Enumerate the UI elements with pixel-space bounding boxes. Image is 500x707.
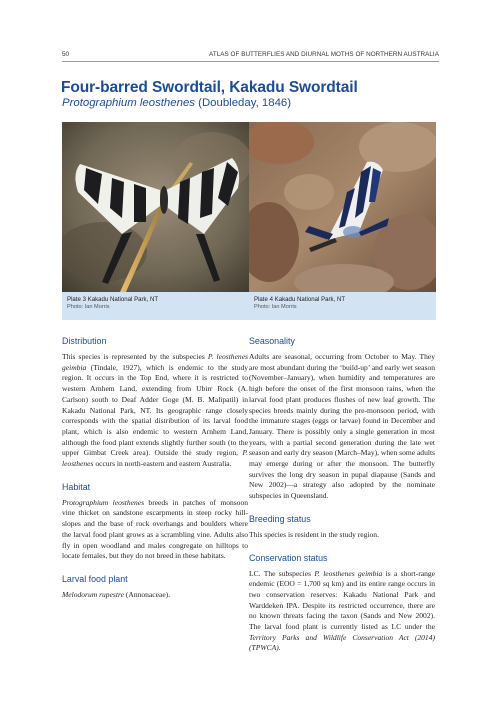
running-title: ATLAS OF BUTTERFLIES AND DIURNAL MOTHS OF NORTHERN AUSTRALIA — [209, 51, 439, 58]
right-column — [249, 336, 435, 654]
conservation-text-3: . — [278, 643, 281, 653]
plate-4-photo — [249, 122, 436, 292]
plate-3-title: Plate 3 Kakadu National Park, NT — [67, 296, 159, 303]
habitat-text — [62, 498, 248, 562]
habitat-taxon: Protographium leosthenes — [62, 497, 145, 507]
seasonality-heading: Seasonality — [249, 336, 295, 346]
scientific-name: Protographium leosthenes — [62, 97, 195, 109]
conservation-taxon: P. leosthenes geimbia — [314, 568, 383, 578]
plate-4-credit: Photo: Ian Morris — [254, 304, 297, 310]
plate-3-photo — [62, 122, 249, 292]
larval-food-plant-heading: Larval food plant — [62, 573, 128, 584]
larval-food-plant-taxon: Melodorum rupestre — [62, 589, 124, 599]
distribution-heading: Distribution — [62, 336, 107, 346]
distribution-text-1: This species is represented by the subspecies — [62, 352, 208, 361]
page-number: 50 — [62, 51, 70, 58]
habitat-text-1: breeds in patches of monsoon vine thicket on sandstone escarpments in steep rocky hill-slopes and the base of rock overhangs and boulders where the larval food plant grows as a scrambling vine. Adults also fly in open woodland and males congregate on hilltops to locate females, but they do not breed in these habitats. — [62, 497, 248, 561]
plate-3-caption — [62, 292, 249, 320]
species-scientific-line — [62, 97, 291, 109]
seasonality-text: Adults are seasonal, occurring from October to May. They are most abundant during the ‘build-up’ and early wet season (November–January), when humidity and temperatures are high before the onset of the first monsoon rains, when the larval food plant produces flushes of new leaf growth. The species breeds mainly during the pre-monsoon period, with the immature stages (eggs or larvae) found in December and January. There is possibly only a single generation in most years, with a partial second generation during the late wet season and early dry season (March–May), when some adults may emerge during or after the monsoon. The butterfly survives the long dry season in pupal diapause (Sands and New 2002)—a strategy also adopted by the nominate subspecies in Queensland. — [249, 352, 435, 501]
distribution-text-3: occurs in north-eastern and eastern Australia. — [93, 459, 232, 469]
larval-food-plant-family: (Annonaceae). — [123, 589, 171, 599]
distribution-text-2: (Tindale, 1927), which is endemic to the study region. It occurs in the Top End, where it is restricted to western Arnhem Land, extending from Ubirr Rock (A. Carlson) south to Deaf Adder Goge (M. B. Malipatil) in Kakadu National Park, NT. Its geographic range closely corresponds with the spatial distribution of its larval food plant, which is also endemic to western Arnhem Land, although the food plant extends slightly further south (to the upper Gimbat Creek area). Outside the study region, — [62, 362, 248, 458]
breeding-status-text: This species is resident in the study region. — [249, 529, 379, 539]
distribution-taxon-2: P. leosthenes — [62, 448, 248, 469]
species-common-name: Four-barred Swordtail, Kakadu Swordtail — [61, 79, 358, 96]
species-authority: (Doubleday, 1846) — [198, 97, 292, 109]
breeding-status-heading: Breeding status — [249, 513, 311, 524]
conservation-text-1: LC. The subspecies — [249, 568, 315, 578]
distribution-taxon-1: P. leosthenes geimbia — [62, 352, 248, 372]
distribution-text — [62, 352, 248, 470]
left-column — [62, 336, 248, 601]
larval-food-plant-text — [62, 590, 248, 601]
conservation-act-title: Territory Parks and Wildlife Conservation Act (2014) (TPWCA) — [249, 632, 435, 653]
header-rule — [62, 61, 439, 62]
conservation-status-heading: Conservation status — [249, 552, 328, 563]
conservation-text-2: is a short-range endemic (EOO = 1,700 sq km) and its entire range occurs in two conservation reserves: Kakadu National Park and Warddeken IPA. Despite its restricted occurrence, there are no known threats facing the taxon (Sands and New 2002). The larval food plant is currently listed as LC under the — [249, 568, 435, 632]
plate-3-credit: Photo: Ian Morris — [67, 304, 110, 310]
conservation-status-text — [249, 569, 435, 655]
plate-4-caption — [249, 292, 436, 320]
plate-4-title: Plate 4 Kakadu National Park, NT — [254, 296, 346, 303]
habitat-heading: Habitat — [62, 481, 91, 492]
